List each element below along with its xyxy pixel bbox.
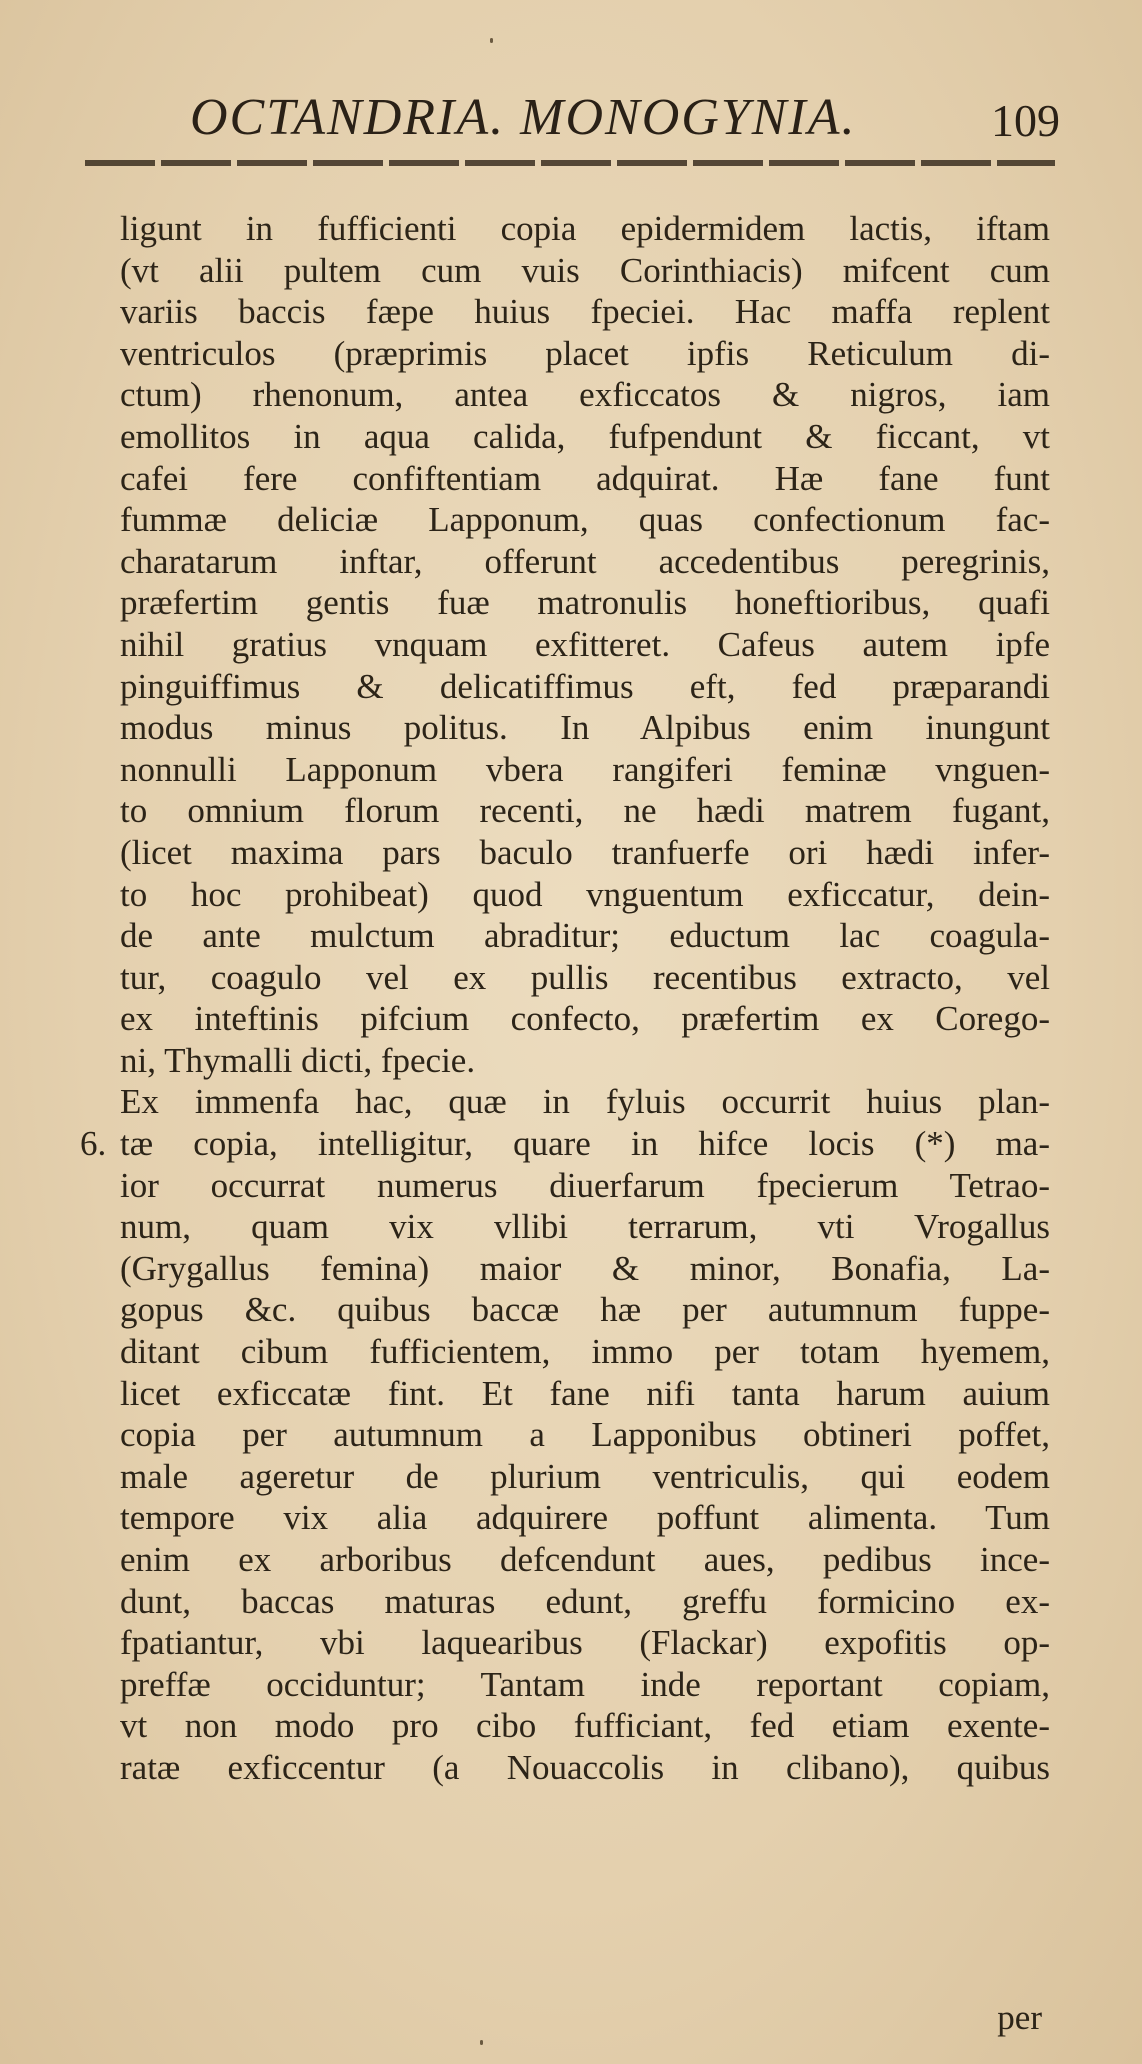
paragraph-number: 6.	[80, 1124, 107, 1163]
text-line: (Grygallus femina) maior & minor, Bonafia, La-	[120, 1248, 1050, 1288]
page-number: 109	[991, 95, 1060, 146]
text-line: copia per autumnum a Lapponibus obtineri poffet,	[120, 1415, 1050, 1455]
text-line: ratæ exficcentur (a Nouaccolis in clibano), quibus	[120, 1747, 1050, 1787]
text-line: tempore vix alia adquirere poffunt alimenta. Tum	[120, 1498, 1050, 1538]
text-line: charatarum inftar, offerunt accedentibus peregrinis,	[120, 541, 1050, 581]
header-rule	[85, 160, 1055, 166]
text-line: preffæ occiduntur; Tantam inde reportant copiam,	[120, 1664, 1050, 1704]
text-line: dunt, baccas maturas edunt, greffu formicino ex-	[120, 1581, 1050, 1621]
text-line: gopus &c. quibus baccæ hæ per autumnum fuppe-	[120, 1290, 1050, 1330]
text-line: cafei fere confiftentiam adquirat. Hæ fane funt	[120, 458, 1050, 498]
running-head	[190, 88, 1060, 148]
text-line: Ex immenfa hac, quæ in fyluis occurrit huius plan-	[120, 1082, 1050, 1122]
running-title: OCTANDRIA. MONOGYNIA.	[190, 89, 857, 146]
text-line: variis baccis fæpe huius fpeciei. Hac maffa replent	[120, 292, 1050, 332]
text-line: emollitos in aqua calida, fufpendunt & ficcant, vt	[120, 416, 1050, 456]
text-line: licet exficcatæ fint. Et fane nifi tanta harum auium	[120, 1373, 1050, 1413]
paper-speck	[490, 38, 493, 43]
text-line: de ante mulctum abraditur; eductum lac coagula-	[120, 916, 1050, 956]
text-line: præfertim gentis fuæ matronulis honeftioribus, quafi	[120, 583, 1050, 623]
text-line: ior occurrat numerus diuerfarum fpecierum Tetrao-	[120, 1165, 1050, 1205]
text-line: ni, Thymalli dicti, fpecie.	[120, 1040, 476, 1080]
text-line: modus minus politus. In Alpibus enim inungunt	[120, 708, 1050, 748]
text-line: ditant cibum fufficientem, immo per totam hyemem,	[120, 1332, 1050, 1372]
text-line: to omnium florum recenti, ne hædi matrem fugant,	[120, 791, 1050, 831]
text-line: pinguiffimus & delicatiffimus eft, fed præparandi	[120, 666, 1050, 706]
text-line: ligunt in fufficienti copia epidermidem lactis, iftam	[120, 209, 1050, 248]
text-line: to hoc prohibeat) quod vnguentum exficcatur, dein-	[120, 874, 1050, 914]
text-line: nonnulli Lapponum vbera rangiferi feminæ vnguen-	[120, 749, 1050, 789]
text-line: ctum) rhenonum, antea exficcatos & nigros, iam	[120, 375, 1050, 415]
text-line: vt non modo pro cibo fufficiant, fed etiam exente-	[120, 1706, 1050, 1746]
text-line: tæ copia, intelligitur, quare in hifce locis (*) ma-	[120, 1124, 1050, 1164]
text-line: (licet maxima pars baculo tranfuerfe ori hædi infer-	[120, 832, 1050, 872]
text-line: tur, coagulo vel ex pullis recentibus extracto, vel	[120, 957, 1050, 997]
text-line: ex inteftinis pifcium confecto, præfertim ex Corego-	[120, 999, 1050, 1039]
text-line: fummæ deliciæ Lapponum, quas confectionum fac-	[120, 500, 1050, 540]
text-line: nihil gratius vnquam exfitteret. Cafeus autem ipfe	[120, 624, 1050, 664]
text-line: male ageretur de plurium ventriculis, qui eodem	[120, 1456, 1050, 1496]
body-text	[120, 208, 1050, 1789]
text-line: (vt alii pultem cum vuis Corinthiacis) mifcent cum	[120, 250, 1050, 290]
text-line: num, quam vix vllibi terrarum, vti Vrogallus	[120, 1207, 1050, 1247]
text-line: fpatiantur, vbi laquearibus (Flackar) expofitis op-	[120, 1623, 1050, 1663]
text-line: enim ex arboribus defcendunt aues, pedibus ince-	[120, 1540, 1050, 1579]
paper-speck	[480, 2040, 483, 2045]
catchword: per	[997, 1998, 1042, 2037]
text-line: ventriculos (præprimis placet ipfis Reticulum di-	[120, 333, 1050, 373]
